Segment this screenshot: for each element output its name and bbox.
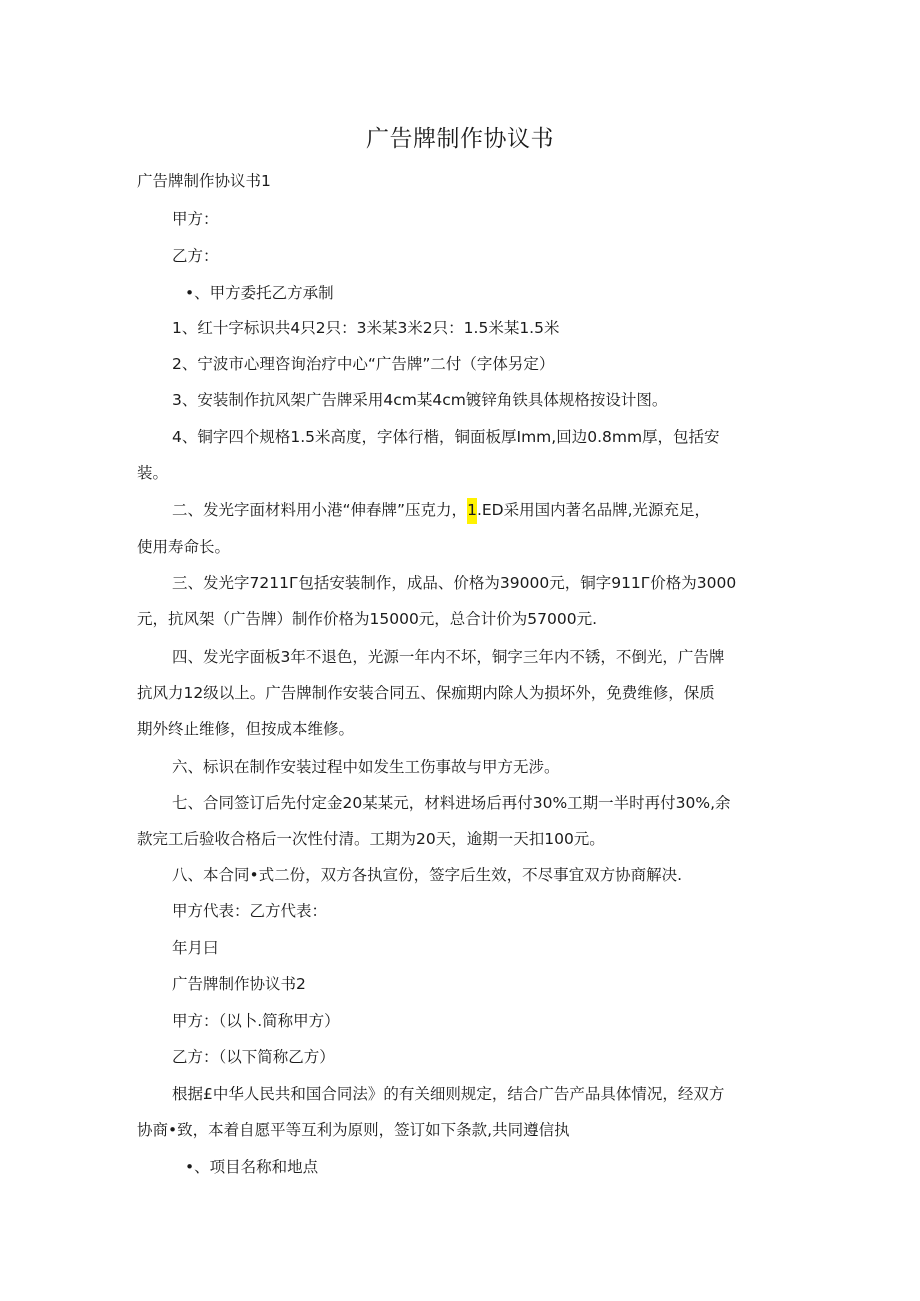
paragraph-line: 广告牌制作协议书1 <box>137 172 271 190</box>
document-title: 广告牌制作协议书 <box>366 126 554 152</box>
paragraph-line: 根据£中华人民共和国合同法》的有关细则规定，结合广告产品具体情况，经双方 <box>172 1085 725 1103</box>
paragraph-line: 2、宁波市心理咨询治疗中心“广告牌”二付（字体另定） <box>172 355 555 373</box>
paragraph-line: 年月曰 <box>172 939 219 957</box>
paragraph-line: 元，抗风架（广告牌）制作价格为15000元，总合计价为57000元. <box>137 610 598 628</box>
paragraph-line: 三、发光字7211Г包括安装制作，成品、价格为39000元，铜字911Г价格为3000 <box>172 574 737 592</box>
paragraph-line: 六、标识在制作安装过程中如发生工伤事故与甲方无涉。 <box>172 758 560 776</box>
paragraph-line: 甲方代表：乙方代表： <box>172 902 328 920</box>
paragraph-line: 乙方：（以下简称乙方） <box>172 1048 335 1066</box>
paragraph-line: 广告牌制作协议书2 <box>172 975 306 993</box>
paragraph-line: 1、红十字标识共4只2只：3米某3米2只：1.5米某1.5米 <box>172 319 560 337</box>
paragraph-line: 甲方：（以卜.简称甲方） <box>172 1012 340 1030</box>
highlighted-text: 1 <box>467 498 477 524</box>
paragraph-line: 4、铜字四个规格1.5米高度，字体行楷，铜面板厚Imm,回边0.8mm厚，包括安 <box>172 428 720 446</box>
paragraph-line: 四、发光字面板3年不退色，光源一年内不坏，铜字三年内不锈，不倒光，广告牌 <box>172 648 725 666</box>
paragraph-line: 八、本合同•式二份，双方各执宣份，签字后生效，不尽事宜双方协商解决. <box>172 866 683 884</box>
paragraph-line <box>172 500 710 520</box>
paragraph-line: 期外终止维修，但按成本维修。 <box>137 720 355 738</box>
paragraph-line: 款完工后验收合格后一次性付清。工期为20天，逾期一天扣100元。 <box>137 830 605 848</box>
paragraph-line: 抗风力12级以上。广告牌制作安装合同五、保痂期内除人为损坏外，免费维修，保质 <box>137 684 715 702</box>
paragraph-line: 3、安装制作抗风架广告牌采用4cm某4cm镀锌角铁具体规格按设计图。 <box>172 391 668 409</box>
paragraph-line: •、甲方委托乙方承制 <box>185 284 334 302</box>
paragraph-line: 乙方： <box>172 247 219 265</box>
paragraph-line: 七、合同签订后先付定金20某某元，材料进场后再付30%工期一半时再付30%,余 <box>172 794 731 812</box>
line-text: .ED采用国内著名品牌,光源充足， <box>476 501 711 519</box>
line-text: 二、发光字面材料用小港“伸春牌”压克力， <box>172 501 468 519</box>
paragraph-line: 使用寿命长。 <box>137 538 231 556</box>
paragraph-line: •、项目名称和地点 <box>185 1158 319 1176</box>
paragraph-line: 装。 <box>137 464 169 482</box>
paragraph-line: 协商•致，本着自愿平等互利为原则，签订如下条款,共同遵信执 <box>137 1121 570 1139</box>
paragraph-line: 甲方： <box>172 210 219 228</box>
